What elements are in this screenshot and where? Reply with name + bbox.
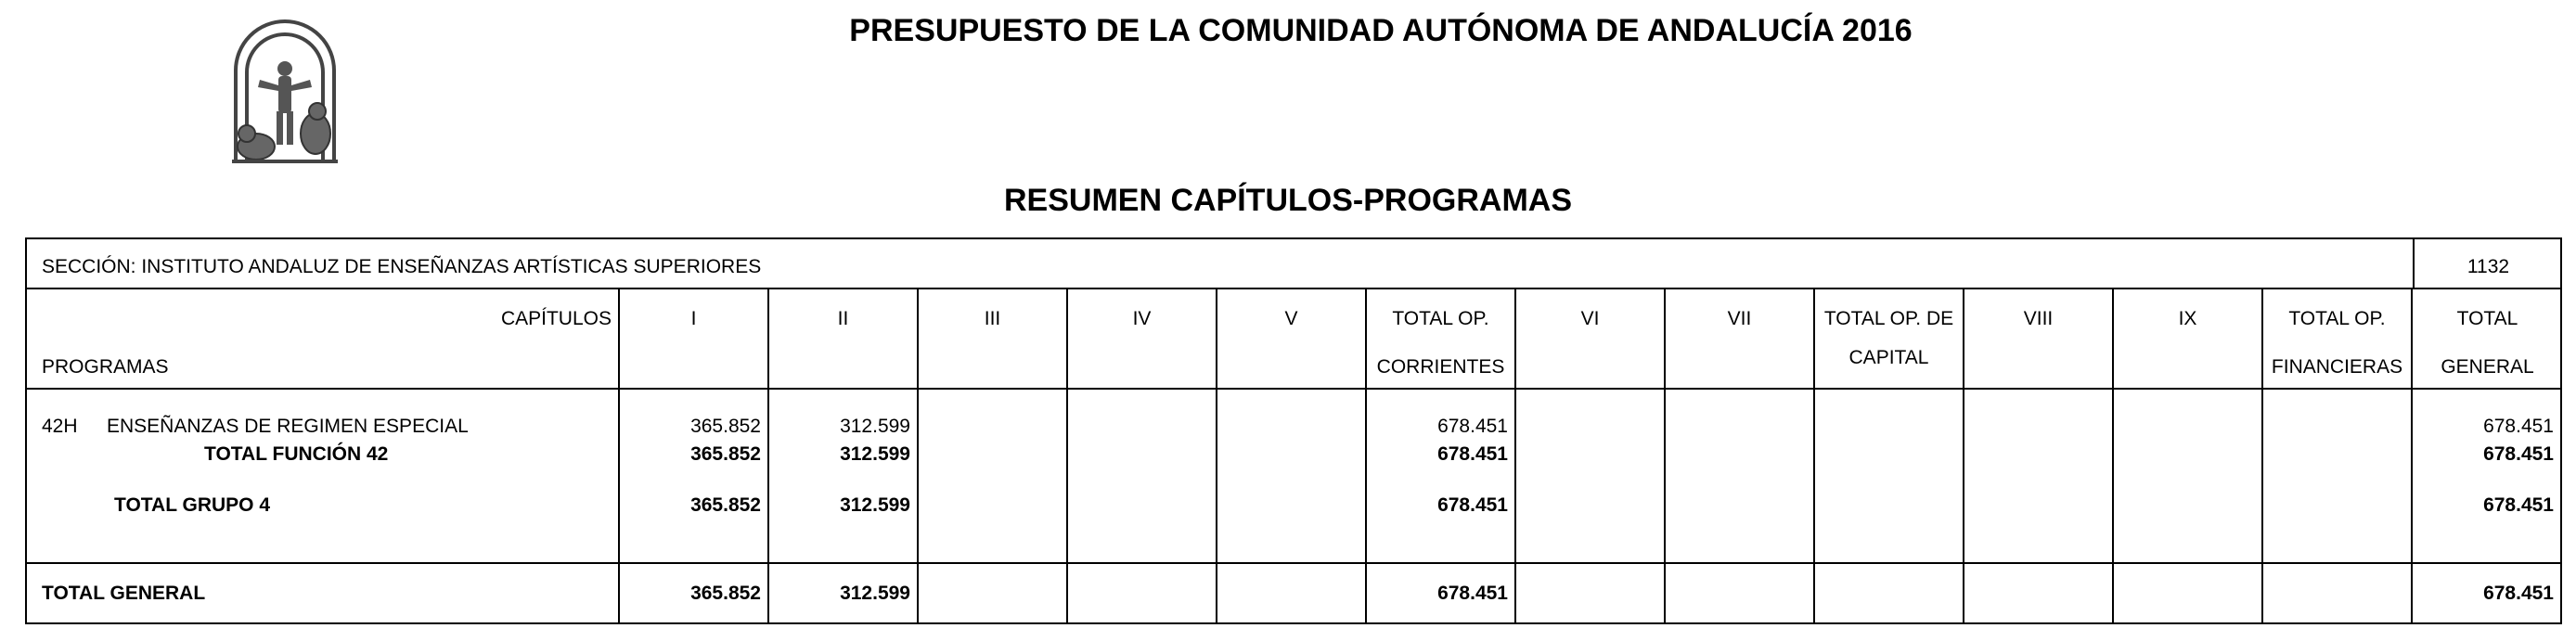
cell-total-corrientes: 678.451	[1437, 494, 1508, 516]
column-divider	[1216, 288, 1217, 624]
header-chapter-vii: VII	[1727, 308, 1752, 329]
header-capitulos: CAPÍTULOS	[500, 308, 612, 329]
header-total-corrientes-1: TOTAL OP.	[1392, 308, 1489, 329]
header-chapter-ix: IX	[2178, 308, 2197, 329]
program-label: ENSEÑANZAS DE REGIMEN ESPECIAL	[107, 416, 469, 437]
section-code: 1132	[2467, 256, 2510, 277]
column-divider	[1514, 288, 1516, 624]
cell-total-corrientes: 678.451	[1437, 443, 1508, 465]
page-title: PRESUPUESTO DE LA COMUNIDAD AUTÓNOMA DE ANDALUCÍA 2016	[849, 13, 1913, 48]
row-divider	[25, 562, 2562, 564]
header-chapter-ii: II	[837, 308, 849, 329]
total-grupo-label: TOTAL GRUPO 4	[114, 494, 271, 516]
header-total-capital-1: TOTAL OP. DE	[1823, 308, 1954, 329]
column-divider	[2112, 288, 2114, 624]
header-total-general-1: TOTAL	[2456, 308, 2518, 329]
cell-total-general: 678.451	[2483, 416, 2554, 437]
grand-total-general: 678.451	[2483, 583, 2554, 604]
header-chapter-iv: IV	[1132, 308, 1152, 329]
header-chapter-viii: VIII	[2023, 308, 2054, 329]
column-divider	[2261, 288, 2263, 624]
cell-chapter-ii: 312.599	[840, 494, 910, 516]
column-divider	[1963, 288, 1964, 624]
header-chapter-vi: VI	[1580, 308, 1600, 329]
column-divider	[1813, 288, 1815, 624]
header-total-general-2: GENERAL	[2441, 356, 2534, 378]
header-chapter-iii: III	[984, 308, 1001, 329]
header-total-financieras-1: TOTAL OP.	[2288, 308, 2386, 329]
cell-total-general: 678.451	[2483, 494, 2554, 516]
cell-chapter-i: 365.852	[690, 494, 761, 516]
header-programas: PROGRAMAS	[42, 356, 169, 378]
column-divider	[917, 288, 919, 624]
cell-chapter-ii: 312.599	[840, 443, 910, 465]
column-divider	[1664, 288, 1666, 624]
grand-total-corrientes: 678.451	[1437, 583, 1508, 604]
cell-total-corrientes: 678.451	[1437, 416, 1508, 437]
header-chapter-v: V	[1284, 308, 1298, 329]
cell-chapter-i: 365.852	[690, 416, 761, 437]
row-divider	[25, 388, 2562, 390]
row-divider	[25, 288, 2562, 289]
report-subtitle: RESUMEN CAPÍTULOS-PROGRAMAS	[1003, 183, 1573, 218]
grand-total-chapter-i: 365.852	[690, 583, 761, 604]
grand-total-label: TOTAL GENERAL	[42, 583, 206, 604]
header-total-corrientes-2: CORRIENTES	[1376, 356, 1505, 378]
header-total-financieras-2: FINANCIERAS	[2271, 356, 2403, 378]
header-total-capital-2: CAPITAL	[1848, 347, 1929, 368]
cell-total-general: 678.451	[2483, 443, 2554, 465]
header-chapter-i: I	[690, 308, 697, 329]
program-code: 42H	[42, 416, 78, 437]
column-divider	[1066, 288, 1068, 624]
grand-total-chapter-ii: 312.599	[840, 583, 910, 604]
section-label: SECCIÓN: INSTITUTO ANDALUZ DE ENSEÑANZAS ARTÍSTICAS SUPERIORES	[42, 256, 762, 277]
cell-chapter-i: 365.852	[690, 443, 761, 465]
total-funcion-label: TOTAL FUNCIÓN 42	[204, 443, 389, 465]
cell-chapter-ii: 312.599	[840, 416, 910, 437]
